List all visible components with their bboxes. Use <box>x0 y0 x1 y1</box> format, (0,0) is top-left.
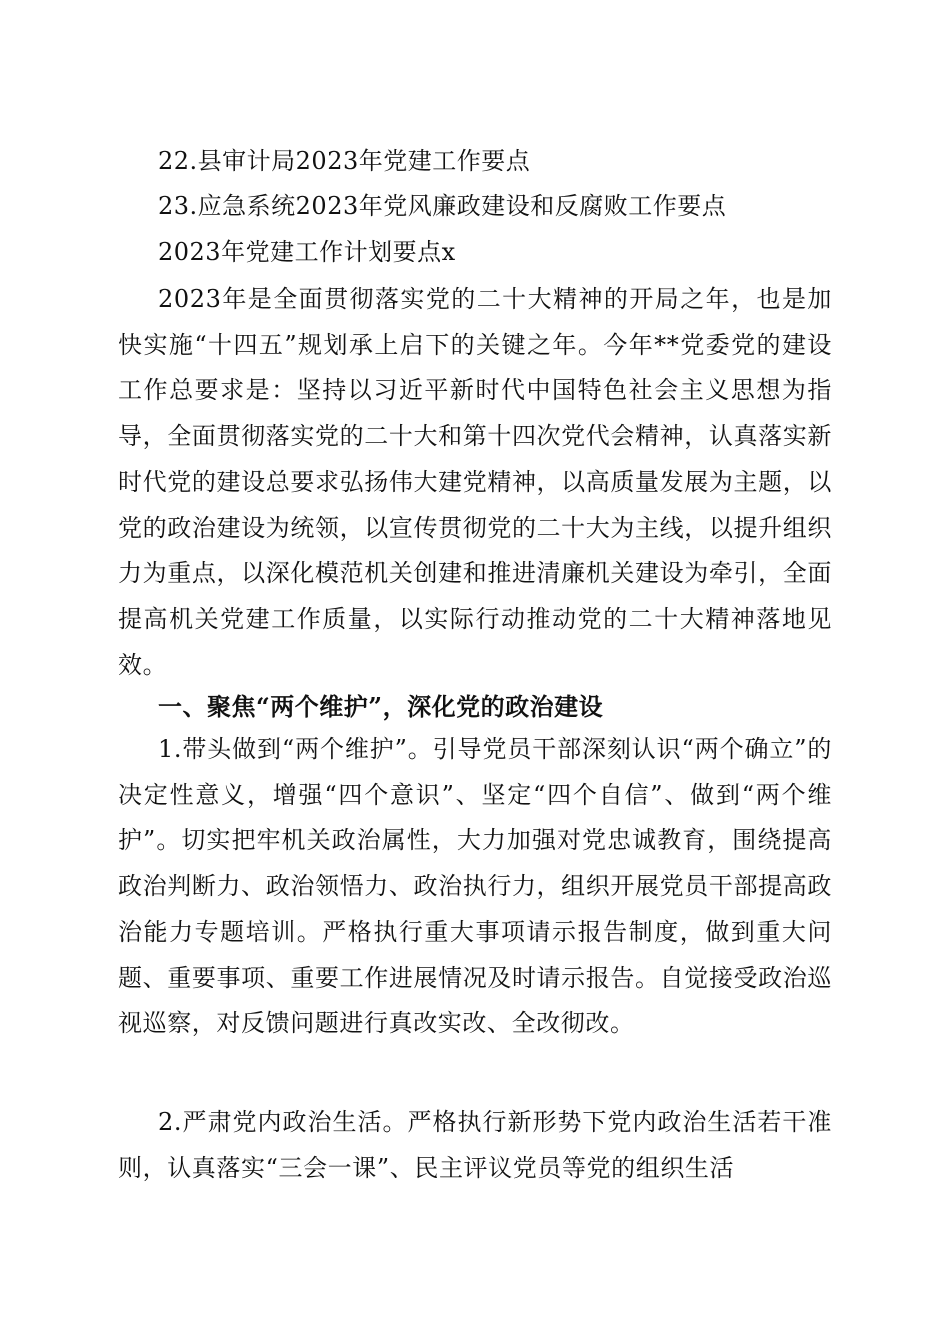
list-item-22: 22.县审计局2023年党建工作要点 <box>158 147 531 175</box>
paragraph-item-2: 2.严肃党内政治生活。严格执行新形势下党内政治生活若干准则，认真落实“三会一课”、民主评议党员等党的组织生活 <box>118 1108 832 1182</box>
section-heading: 一、聚焦“两个维护”，深化党的政治建设 <box>158 692 604 721</box>
list-item-23: 23.应急系统2023年党风廉政建设和反腐败工作要点 <box>158 192 727 220</box>
document-title: 2023年党建工作计划要点x <box>158 238 456 266</box>
paragraph-item-1: 1.带头做到“两个维护”。引导党员干部深刻认识“两个确立”的决定性意义，增强“四个意识”、坚定“四个自信”、做到“两个维护”。切实把牢机关政治属性，大力加强对党忠诚教育，围绕提高政治判断力、政治领悟力、政治执行力，组织开展党员干部提高政治能力专题培训。严格执行重大事项请示报告制度，做到重大问题、重要事项、重要工作进展情况及时请示报告。自觉接受政治巡视巡察，对反馈问题进行真改实改、全改彻改。 <box>118 735 832 1038</box>
intro-paragraph: 2023年是全面贯彻落实党的二十大精神的开局之年，也是加快实施“十四五”规划承上启下的关键之年。今年**党委党的建设工作总要求是：坚持以习近平新时代中国特色社会主义思想为指导，全面贯彻落实党的二十大和第十四次党代会精神，认真落实新时代党的建设总要求弘扬伟大建党精神，以高质量发展为主题，以党的政治建设为统领，以宣传贯彻党的二十大为主线，以提升组织力为重点，以深化模范机关创建和推进清廉机关建设为牵引，全面提高机关党建工作质量，以实际行动推动党的二十大精神落地见效。 <box>118 285 832 679</box>
